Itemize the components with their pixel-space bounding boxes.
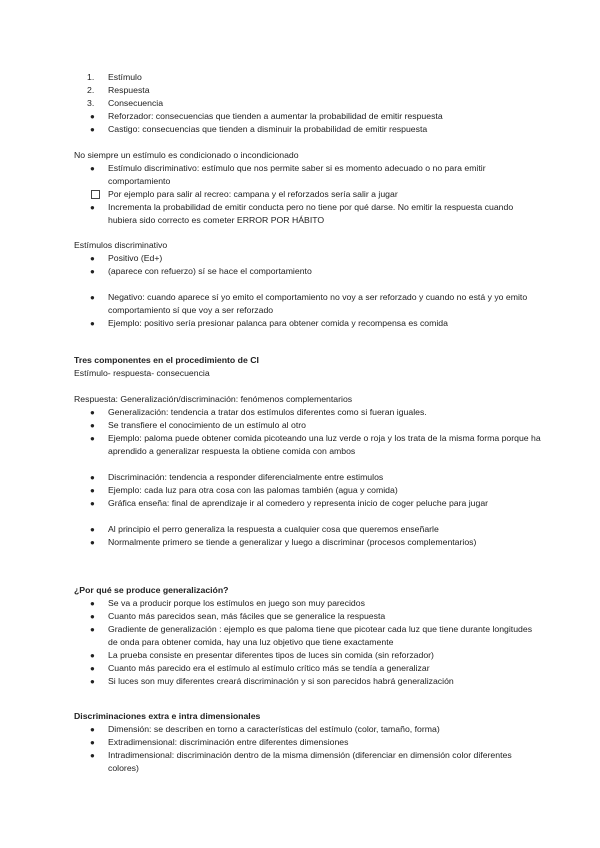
section-condicionado [74, 149, 544, 227]
bullet-icon: ● [90, 677, 95, 686]
bullet-icon: ● [90, 486, 95, 495]
bullet-icon: ● [90, 112, 95, 121]
list-item-text: Estímulo [108, 72, 142, 82]
list-item-text: Intradimensional: discriminación dentro de la misma dimensión (diferenciar en dimensión color diferentes colores) [108, 750, 512, 773]
section-estimulos-discriminativos [74, 239, 544, 330]
list-item-text: Se transfiere el conocimiento de un estímulo al otro [108, 420, 306, 430]
bullet-icon: ● [90, 612, 95, 621]
list-item [74, 749, 544, 775]
bullet-icon: ● [90, 725, 95, 734]
section-tres-componentes [74, 354, 544, 549]
list-item-text: Positivo (Ed+) [108, 253, 163, 263]
list-item-text: Ejemplo: positivo sería presionar palanca para obtener comida y recompensa es comida [108, 318, 448, 328]
section-generalizacion [74, 584, 544, 688]
bullet-icon: ● [90, 599, 95, 608]
list-item-text: Al principio el perro generaliza la respuesta a cualquier cosa que queremos enseñarle [108, 524, 439, 534]
list-item [74, 432, 544, 458]
list-item-text: Reforzador: consecuencias que tienden a aumentar la probabilidad de emitir respuesta [108, 111, 443, 121]
list-item-text: (aparece con refuerzo) sí se hace el comportamiento [108, 266, 312, 276]
list-item [74, 736, 544, 749]
list-item [74, 110, 544, 123]
list-item [74, 497, 544, 510]
list-item [74, 123, 544, 136]
list-item [74, 597, 544, 610]
bullet-icon: ● [90, 408, 95, 417]
list-item-text: Se va a producir porque los estímulos en juego son muy parecidos [108, 598, 365, 608]
paragraph: Estímulo- respuesta- consecuencia [74, 368, 210, 378]
list-item [74, 662, 544, 675]
list-item-text: Cuanto más parecidos sean, más fáciles que se generalice la respuesta [108, 611, 386, 621]
bullet-icon: ● [90, 651, 95, 660]
list-item-text: Extradimensional: discriminación entre diferentes dimensiones [108, 737, 349, 747]
bullet-icon: ● [90, 538, 95, 547]
checkbox-icon[interactable] [91, 190, 100, 199]
list-item-text: Normalmente primero se tiende a generalizar y luego a discriminar (procesos complementarios) [108, 537, 477, 547]
list-item: 3. Consecuencia [87, 98, 164, 108]
list-item [74, 201, 544, 227]
section-heading: ¿Por qué se produce generalización? [74, 585, 229, 595]
list-item-text: Dimensión: se describen en torno a características del estímulo (color, tamaño, forma) [108, 724, 440, 734]
list-item: 1. Estímulo [87, 72, 142, 82]
bullet-icon: ● [90, 751, 95, 760]
list-item-text: Generalización: tendencia a tratar dos estímulos diferentes como si fueran iguales. [108, 407, 427, 417]
section-heading: Tres componentes en el procedimiento de CI [74, 355, 259, 365]
list-item [74, 471, 544, 484]
list-item-text: Gráfica enseña: final de aprendizaje ir al comedero y representa inicio de coger peluche para jugar [108, 498, 489, 508]
section-heading: Discriminaciones extra e intra dimensionales [74, 711, 261, 721]
paragraph: Estímulos discriminativo [74, 240, 168, 250]
list-item [74, 649, 544, 662]
list-item-text: Negativo: cuando aparece sí yo emito el comportamiento no voy a ser reforzado y cuando no está y yo emito comportamiento sí que voy a ser reforzado [108, 292, 528, 315]
bullet-icon: ● [90, 473, 95, 482]
bullet-icon: ● [90, 267, 95, 276]
bullet-icon: ● [90, 125, 95, 134]
list-item [74, 623, 544, 649]
bullet-icon: ● [90, 664, 95, 673]
list-item [74, 523, 544, 536]
bullet-icon: ● [90, 293, 95, 302]
list-item [74, 723, 544, 736]
list-item [74, 536, 544, 549]
bullet-icon: ● [90, 434, 95, 443]
bullet-icon: ● [90, 738, 95, 747]
list-item [74, 484, 544, 497]
list-item-text: Gradiente de generalización : ejemplo es que paloma tiene que picotear cada luz que tiene durante longitudes de onda para obtener comida, hay una luz objetivo que tiene exactamente [108, 624, 533, 647]
list-item [74, 265, 544, 278]
list-item: 2. Respuesta [87, 85, 150, 95]
list-item-text: Consecuencia [108, 98, 164, 108]
list-item [74, 317, 544, 330]
list-item [74, 406, 544, 419]
list-item-text: Cuanto más parecido era el estímulo al estímulo crítico más se tendía a generalizar [108, 663, 430, 673]
bullet-icon: ● [90, 203, 95, 212]
list-item [74, 162, 544, 188]
checklist-item [74, 188, 544, 201]
bullet-icon: ● [90, 421, 95, 430]
list-item-text: Castigo: consecuencias que tienden a disminuir la probabilidad de emitir respuesta [108, 124, 428, 134]
bullet-icon: ● [90, 625, 95, 634]
bullet-icon: ● [90, 319, 95, 328]
section-discriminaciones [74, 710, 544, 775]
bullet-icon: ● [90, 164, 95, 173]
list-item [74, 252, 544, 265]
bullet-icon: ● [90, 525, 95, 534]
list-item-text: Ejemplo: cada luz para otra cosa con las palomas también (agua y comida) [108, 485, 398, 495]
paragraph: No siempre un estímulo es condicionado o incondicionado [74, 150, 299, 160]
paragraph: Respuesta: Generalización/discriminación: fenómenos complementarios [74, 394, 353, 404]
list-item-text: Si luces son muy diferentes creará discriminación y si son parecidos habrá generalización [108, 676, 454, 686]
list-item [74, 419, 544, 432]
list-item-text: Por ejemplo para salir al recreo: campana y el reforzados sería salir a jugar [108, 189, 398, 199]
list-item-text: La prueba consiste en presentar diferentes tipos de luces sin comida (sin reforzador) [108, 650, 434, 660]
list-item [74, 610, 544, 623]
numbered-list [74, 71, 544, 136]
list-item [74, 675, 544, 688]
list-item-text: Discriminación: tendencia a responder diferencialmente entre estimulos [108, 472, 384, 482]
list-item-text: Ejemplo: paloma puede obtener comida picoteando una luz verde o roja y los trata de la misma forma porque ha aprendido a generalizar respuesta la obtiene comida con ambos [108, 433, 541, 456]
list-item-text: Respuesta [108, 85, 150, 95]
list-item [74, 291, 544, 317]
list-item-text: Estímulo discriminativo: estímulo que nos permite saber si es momento adecuado o no para emitir comportamiento [108, 163, 486, 186]
list-item-text: Incrementa la probabilidad de emitir conducta pero no tiene por qué darse. No emitir la respuesta cuando hubiera sido correcto es cometer ERROR POR HÁBITO [108, 202, 514, 225]
bullet-icon: ● [90, 499, 95, 508]
bullet-icon: ● [90, 254, 95, 263]
